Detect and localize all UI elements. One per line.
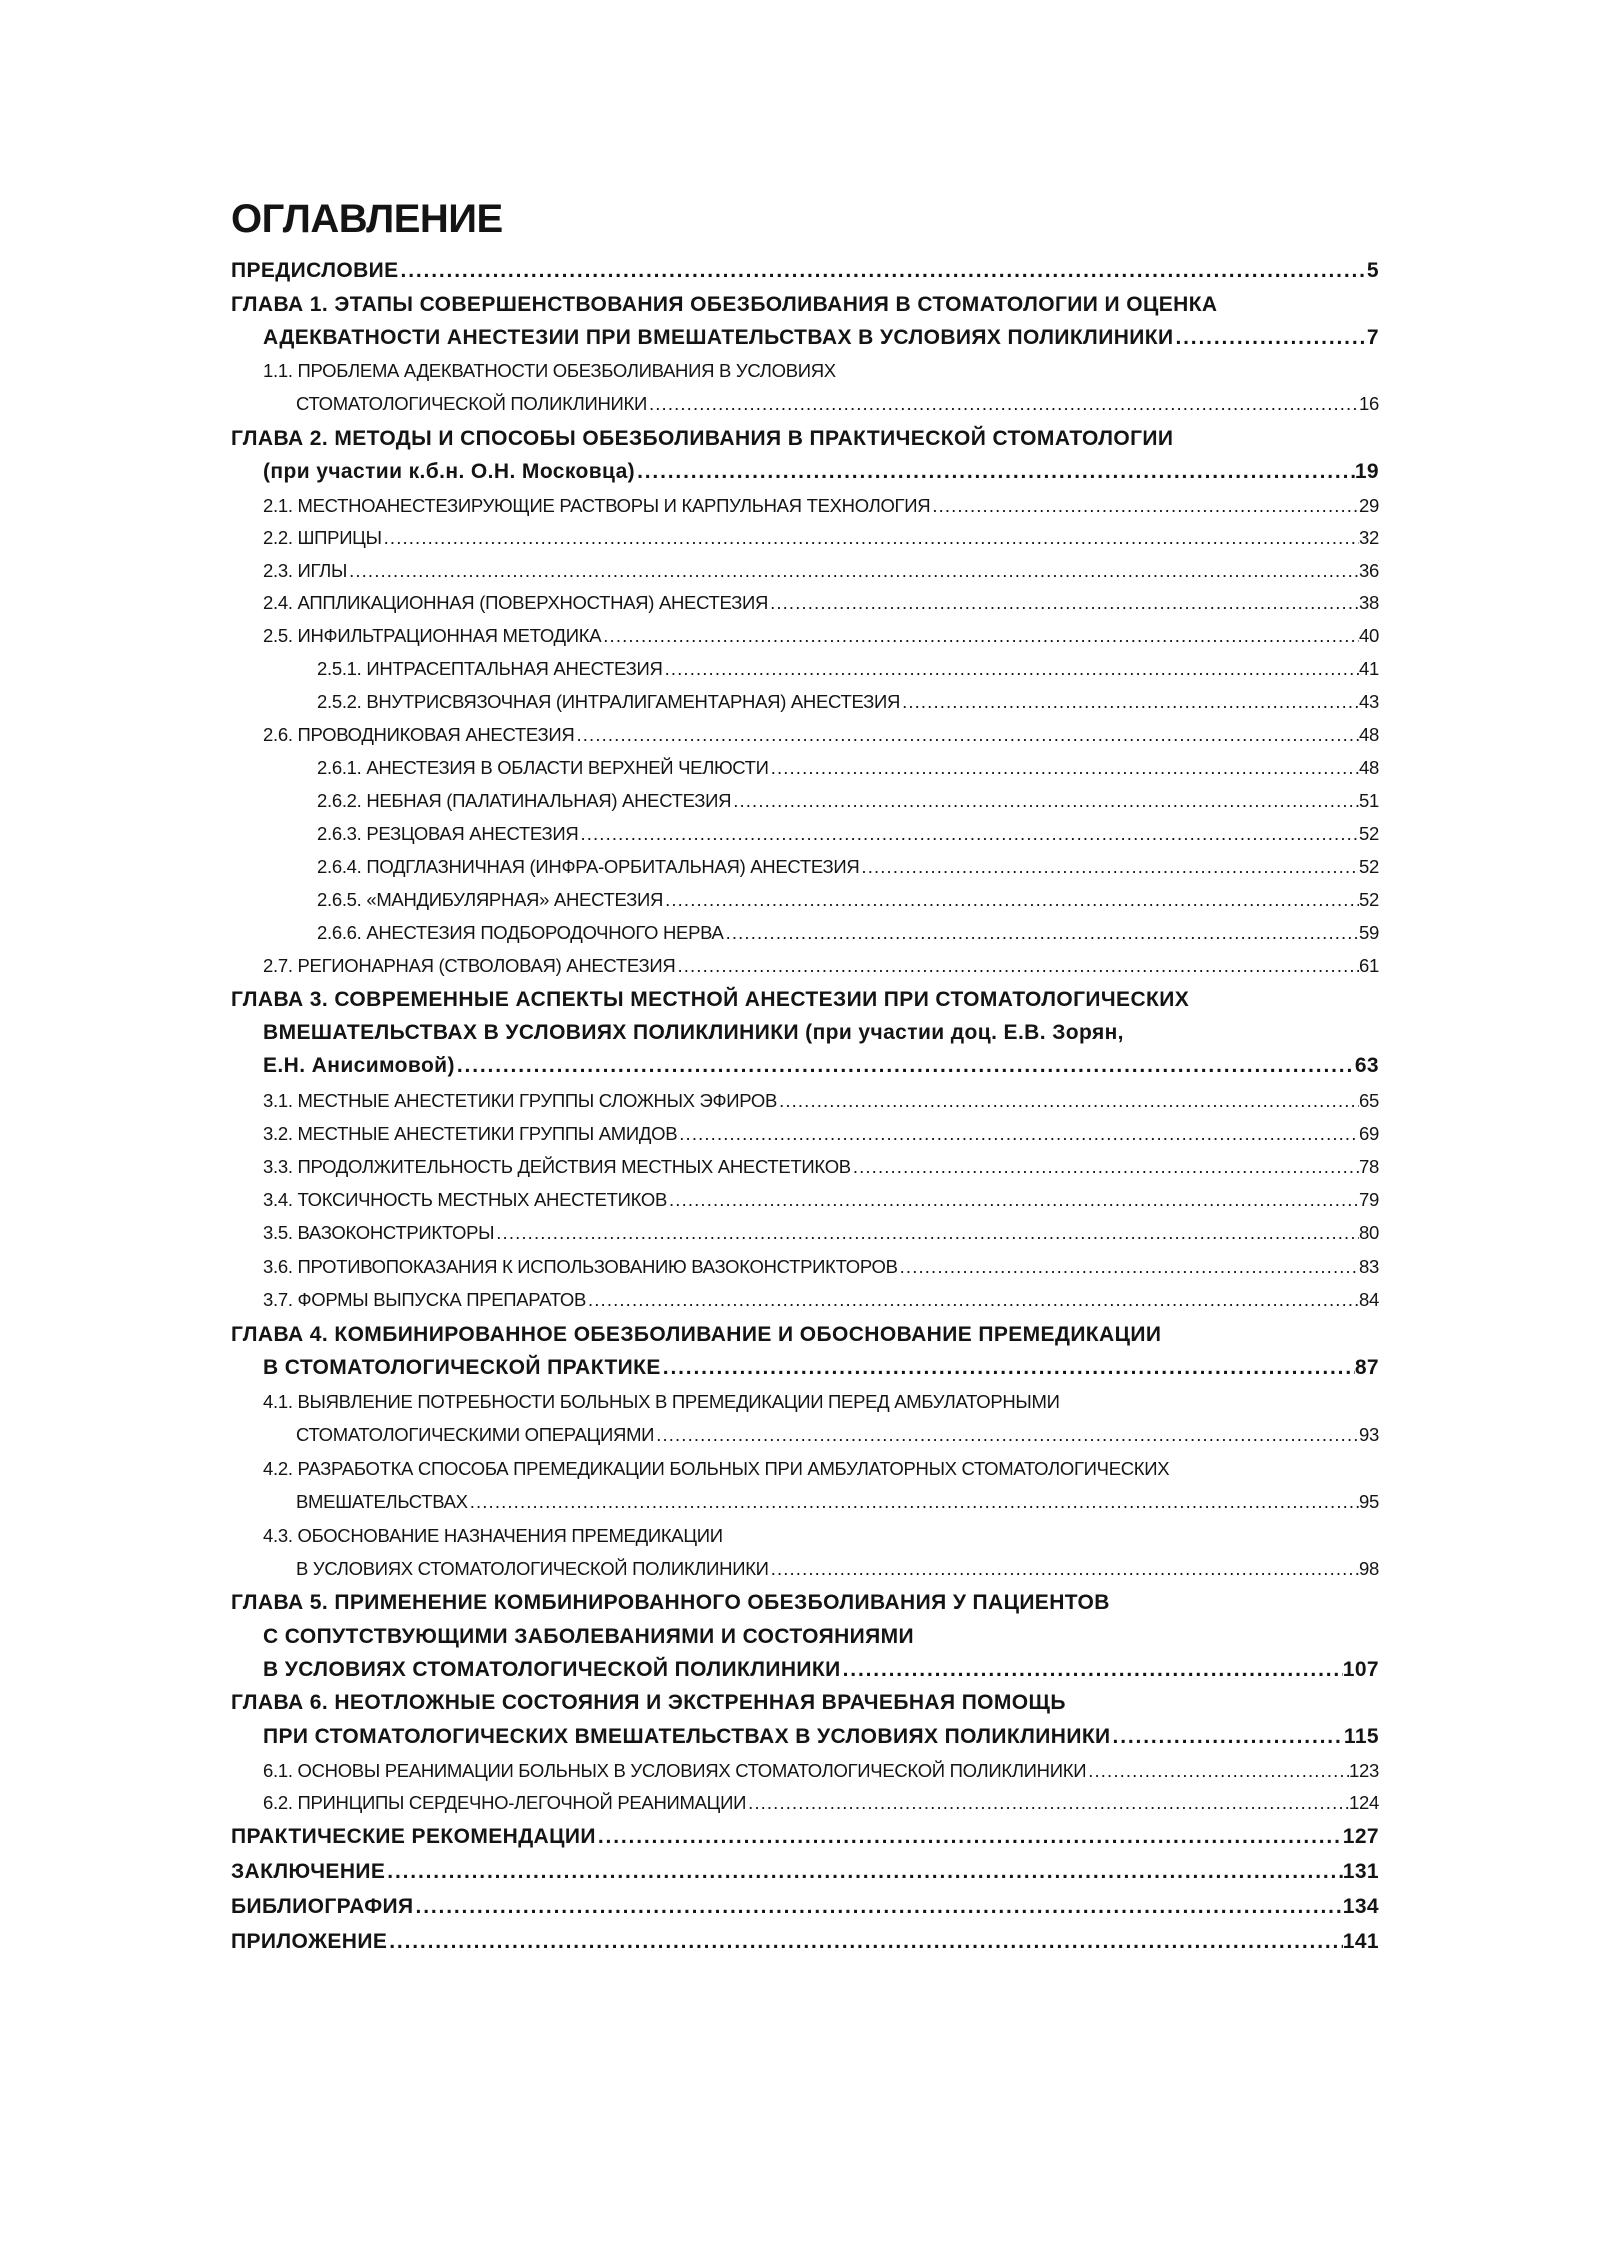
toc-page-number: 69 <box>1359 1123 1379 1144</box>
toc-entry-title: СТОМАТОЛОГИЧЕСКИМИ ОПЕРАЦИЯМИ <box>296 1424 655 1445</box>
toc-chapter-row <box>263 1051 1379 1081</box>
toc-entry-title: ПРЕДИСЛОВИЕ <box>231 259 399 282</box>
toc-section-row <box>263 1186 1379 1213</box>
toc-section-row <box>263 952 1379 979</box>
toc-entry-title: ВМЕШАТЕЛЬСТВАХ В УСЛОВИЯХ ПОЛИКЛИНИКИ (при участии доц. Е.В. Зорян, <box>263 1021 1124 1044</box>
toc-entry-title: 2.5. ИНФИЛЬТРАЦИОННАЯ МЕТОДИКА <box>263 625 602 646</box>
toc-entry-title: 6.2. ПРИНЦИПЫ СЕРДЕЧНО-ЛЕГОЧНОЙ РЕАНИМАЦИИ <box>263 1792 747 1813</box>
toc-section-row <box>296 1421 1379 1448</box>
toc-page-number: 98 <box>1359 1558 1379 1579</box>
toc-page-number: 52 <box>1359 823 1379 844</box>
toc-section-row <box>263 357 1379 384</box>
toc-section-row <box>317 853 1379 880</box>
dot-leader <box>679 1120 1359 1147</box>
toc-section-row <box>317 886 1379 913</box>
toc-chapter-row <box>263 1353 1379 1383</box>
toc-chapter-row <box>263 457 1379 487</box>
toc-entry-title: 3.6. ПРОТИВОПОКАЗАНИЯ К ИСПОЛЬЗОВАНИЮ ВАЗОКОНСТРИКТОРОВ <box>263 1256 898 1277</box>
toc-section-row <box>263 1253 1379 1280</box>
toc-entry-title: 2.7. РЕГИОНАРНАЯ (СТВОЛОВАЯ) АНЕСТЕЗИЯ <box>263 955 676 976</box>
toc-chapter-row <box>263 323 1379 353</box>
toc-entry-title: ГЛАВА 2. МЕТОДЫ И СПОСОБЫ ОБЕЗБОЛИВАНИЯ В ПРАКТИЧЕСКОЙ СТОМАТОЛОГИИ <box>231 427 1174 450</box>
dot-leader <box>861 853 1359 880</box>
toc-entry-title: В СТОМАТОЛОГИЧЕСКОЙ ПРАКТИКЕ <box>263 1356 661 1379</box>
toc-entry-title: ГЛАВА 3. СОВРЕМЕННЫЕ АСПЕКТЫ МЕСТНОЙ АНЕСТЕЗИИ ПРИ СТОМАТОЛОГИЧЕСКИХ <box>231 988 1190 1011</box>
toc-section-row <box>296 390 1379 417</box>
dot-leader <box>603 622 1359 649</box>
dot-leader <box>843 1655 1343 1685</box>
dot-leader <box>770 589 1359 616</box>
toc-entry-title: 4.2. РАЗРАБОТКА СПОСОБА ПРЕМЕДИКАЦИИ БОЛЬНЫХ ПРИ АМБУЛАТОРНЫХ СТОМАТОЛОГИЧЕСКИХ <box>263 1458 1170 1479</box>
toc-section-row <box>317 688 1379 715</box>
toc-page-number: 32 <box>1359 527 1379 548</box>
toc-chapter-row <box>231 1588 1379 1618</box>
toc-entry-title: 2.6.1. АНЕСТЕЗИЯ В ОБЛАСТИ ВЕРХНЕЙ ЧЕЛЮСТИ <box>317 757 769 778</box>
toc-page-number: 43 <box>1359 691 1379 712</box>
toc-entry-title: 3.7. ФОРМЫ ВЫПУСКА ПРЕПАРАТОВ <box>263 1289 586 1310</box>
toc-chapter-row <box>231 1822 1379 1852</box>
toc-page-number: 123 <box>1349 1760 1379 1781</box>
dot-leader <box>387 1857 1342 1887</box>
toc-page-number: 16 <box>1359 393 1379 414</box>
page-title: ОГЛАВЛЕНИЕ <box>231 197 503 241</box>
toc-page-number: 84 <box>1359 1289 1379 1310</box>
toc-section-row <box>263 622 1379 649</box>
toc-page-number: 131 <box>1342 1860 1379 1883</box>
dot-leader <box>726 919 1359 946</box>
toc-entry-title: ГЛАВА 4. КОМБИНИРОВАННОЕ ОБЕЗБОЛИВАНИЕ И ОБОСНОВАНИЕ ПРЕМЕДИКАЦИИ <box>231 1323 1162 1346</box>
toc-entry-title: 2.2. ШПРИЦЫ <box>263 527 382 548</box>
dot-leader <box>649 390 1359 417</box>
toc-page-number: 95 <box>1359 1491 1379 1512</box>
toc-section-row <box>263 1789 1379 1816</box>
dot-leader <box>470 1488 1359 1515</box>
toc-page-number: 52 <box>1359 856 1379 877</box>
toc-section-row <box>263 1286 1379 1313</box>
dot-leader <box>656 1421 1359 1448</box>
toc-section-row <box>263 1087 1379 1114</box>
toc-page-number: 87 <box>1354 1356 1379 1379</box>
toc-section-row <box>263 1757 1379 1784</box>
toc-entry-title: ПРИ СТОМАТОЛОГИЧЕСКИХ ВМЕШАТЕЛЬСТВАХ В УСЛОВИЯХ ПОЛИКЛИНИКИ <box>263 1725 1111 1748</box>
toc-page-number: 80 <box>1359 1222 1379 1243</box>
toc-page-number: 7 <box>1366 326 1379 349</box>
toc-entry-title: БИБЛИОГРАФИЯ <box>231 1895 414 1918</box>
dot-leader <box>576 721 1359 748</box>
dot-leader <box>771 754 1359 781</box>
dot-leader <box>1088 1757 1349 1784</box>
toc-section-row <box>296 1488 1379 1515</box>
toc-entry-title: 2.3. ИГЛЫ <box>263 560 348 581</box>
toc-page-number: 79 <box>1359 1189 1379 1210</box>
toc-entry-title: 4.3. ОБОСНОВАНИЕ НАЗНАЧЕНИЯ ПРЕМЕДИКАЦИИ <box>263 1525 723 1546</box>
toc-entry-title: АДЕКВАТНОСТИ АНЕСТЕЗИИ ПРИ ВМЕШАТЕЛЬСТВАХ В УСЛОВИЯХ ПОЛИКЛИНИКИ <box>263 326 1174 349</box>
toc-entry-title: 2.6.2. НЕБНАЯ (ПАЛАТИНАЛЬНАЯ) АНЕСТЕЗИЯ <box>317 790 732 811</box>
toc-page-number: 93 <box>1359 1424 1379 1445</box>
toc-page-number: 61 <box>1359 955 1379 976</box>
toc-page-number: 107 <box>1342 1658 1379 1681</box>
toc-page-number: 134 <box>1342 1895 1379 1918</box>
toc-entry-title: 2.1. МЕСТНОАНЕСТЕЗИРУЮЩИЕ РАСТВОРЫ И КАРПУЛЬНАЯ ТЕХНОЛОГИЯ <box>263 495 931 516</box>
toc-section-row <box>263 1455 1379 1482</box>
toc-page-number: 52 <box>1359 889 1379 910</box>
dot-leader <box>416 1892 1343 1922</box>
toc-entry-title: 2.6.3. РЕЗЦОВАЯ АНЕСТЕЗИЯ <box>317 823 579 844</box>
toc-entry-title: 3.4. ТОКСИЧНОСТЬ МЕСТНЫХ АНЕСТЕТИКОВ <box>263 1189 668 1210</box>
toc-page-number: 38 <box>1359 592 1379 613</box>
toc-chapter-row <box>231 1892 1379 1922</box>
toc-chapter-row <box>231 290 1379 320</box>
dot-leader <box>853 1153 1359 1180</box>
toc-chapter-row <box>231 1688 1379 1718</box>
toc-chapter-row <box>263 1655 1379 1685</box>
toc-entry-title: 6.1. ОСНОВЫ РЕАНИМАЦИИ БОЛЬНЫХ В УСЛОВИЯХ СТОМАТОЛОГИЧЕСКОЙ ПОЛИКЛИНИКИ <box>263 1760 1087 1781</box>
toc-entry-title: В УСЛОВИЯХ СТОМАТОЛОГИЧЕСКОЙ ПОЛИКЛИНИКИ <box>296 1558 769 1579</box>
toc-entry-title: Е.Н. Анисимовой) <box>263 1054 455 1077</box>
toc-chapter-row <box>231 256 1379 286</box>
toc-chapter-row <box>231 1857 1379 1887</box>
toc-entry-title: 2.6.4. ПОДГЛАЗНИЧНАЯ (ИНФРА-ОРБИТАЛЬНАЯ) АНЕСТЕЗИЯ <box>317 856 860 877</box>
dot-leader <box>663 1353 1355 1383</box>
dot-leader <box>932 492 1359 519</box>
toc-entry-title: 4.1. ВЫЯВЛЕНИЕ ПОТРЕБНОСТИ БОЛЬНЫХ В ПРЕМЕДИКАЦИИ ПЕРЕД АМБУЛАТОРНЫМИ <box>263 1391 1060 1412</box>
toc-section-row <box>263 1388 1379 1415</box>
dot-leader <box>1113 1722 1344 1752</box>
toc-page-number: 40 <box>1359 625 1379 646</box>
dot-leader <box>779 1087 1359 1114</box>
dot-leader <box>580 820 1359 847</box>
dot-leader <box>598 1822 1343 1852</box>
toc-page-number: 48 <box>1359 724 1379 745</box>
toc-entry-title: (при участии к.б.н. О.Н. Московца) <box>263 460 636 483</box>
toc-page-number: 63 <box>1354 1054 1379 1077</box>
toc-entry-title: 2.5.1. ИНТРАСЕПТАЛЬНАЯ АНЕСТЕЗИЯ <box>317 658 663 679</box>
toc-page-number: 29 <box>1359 495 1379 516</box>
dot-leader <box>389 1927 1343 1957</box>
toc-entry-title: СТОМАТОЛОГИЧЕСКОЙ ПОЛИКЛИНИКИ <box>296 393 647 414</box>
toc-section-row <box>263 1219 1379 1246</box>
toc-entry-title: 2.6. ПРОВОДНИКОВАЯ АНЕСТЕЗИЯ <box>263 724 575 745</box>
toc-page-number: 115 <box>1343 1725 1379 1748</box>
toc-entry-title: 3.3. ПРОДОЛЖИТЕЛЬНОСТЬ ДЕЙСТВИЯ МЕСТНЫХ АНЕСТЕТИКОВ <box>263 1156 851 1177</box>
dot-leader <box>637 457 1355 487</box>
dot-leader <box>665 655 1359 682</box>
toc-chapter-row <box>263 1622 1379 1652</box>
dot-leader <box>771 1555 1359 1582</box>
dot-leader <box>401 256 1367 286</box>
toc-entry-title: С СОПУТСТВУЮЩИМИ ЗАБОЛЕВАНИЯМИ И СОСТОЯНИЯМИ <box>263 1625 915 1648</box>
toc-entry-title: ГЛАВА 6. НЕОТЛОЖНЫЕ СОСТОЯНИЯ И ЭКСТРЕННАЯ ВРАЧЕБНАЯ ПОМОЩЬ <box>231 1691 1066 1714</box>
toc-section-row <box>317 919 1379 946</box>
dot-leader <box>902 688 1359 715</box>
toc-entry-title: 3.1. МЕСТНЫЕ АНЕСТЕТИКИ ГРУППЫ СЛОЖНЫХ ЭФИРОВ <box>263 1090 778 1111</box>
dot-leader <box>665 886 1359 913</box>
toc-entry-title: 3.2. МЕСТНЫЕ АНЕСТЕТИКИ ГРУППЫ АМИДОВ <box>263 1123 678 1144</box>
toc-entry-title: ПРАКТИЧЕСКИЕ РЕКОМЕНДАЦИИ <box>231 1825 596 1848</box>
toc-entry-title: 2.6.6. АНЕСТЕЗИЯ ПОДБОРОДОЧНОГО НЕРВА <box>317 922 724 943</box>
dot-leader <box>384 524 1359 551</box>
toc-section-row <box>263 524 1379 551</box>
toc-section-row <box>263 557 1379 584</box>
toc-entry-title: В УСЛОВИЯХ СТОМАТОЛОГИЧЕСКОЙ ПОЛИКЛИНИКИ <box>263 1658 841 1681</box>
toc-section-row <box>263 721 1379 748</box>
toc-page-number: 141 <box>1342 1930 1379 1953</box>
toc-page-number: 59 <box>1359 922 1379 943</box>
dot-leader <box>748 1789 1349 1816</box>
toc-page-number: 127 <box>1342 1825 1379 1848</box>
dot-leader <box>900 1253 1359 1280</box>
dot-leader <box>669 1186 1359 1213</box>
toc-section-row <box>263 589 1379 616</box>
toc-chapter-row <box>231 424 1379 454</box>
toc-page-number: 65 <box>1359 1090 1379 1111</box>
toc-page-number: 124 <box>1349 1792 1379 1813</box>
toc-entry-title: ЗАКЛЮЧЕНИЕ <box>231 1860 386 1883</box>
toc-page-number: 83 <box>1359 1256 1379 1277</box>
dot-leader <box>496 1219 1359 1246</box>
toc-entry-title: 3.5. ВАЗОКОНСТРИКТОРЫ <box>263 1222 495 1243</box>
toc-chapter-row <box>231 985 1379 1015</box>
toc-entry-title: ПРИЛОЖЕНИЕ <box>231 1930 388 1953</box>
toc-chapter-row <box>263 1722 1379 1752</box>
toc-entry-title: 2.4. АППЛИКАЦИОННАЯ (ПОВЕРХНОСТНАЯ) АНЕСТЕЗИЯ <box>263 592 769 613</box>
toc-chapter-row <box>231 1320 1379 1350</box>
toc-page-number: 41 <box>1359 658 1379 679</box>
toc-section-row <box>263 1522 1379 1549</box>
toc-section-row <box>263 1153 1379 1180</box>
toc-section-row <box>317 655 1379 682</box>
dot-leader <box>733 787 1359 814</box>
toc-page-number: 51 <box>1359 790 1379 811</box>
toc-section-row <box>317 787 1379 814</box>
toc-page-number: 78 <box>1359 1156 1379 1177</box>
toc-entry-title: 2.6.5. «МАНДИБУЛЯРНАЯ» АНЕСТЕЗИЯ <box>317 889 664 910</box>
dot-leader <box>588 1286 1359 1313</box>
toc-page-number: 36 <box>1359 560 1379 581</box>
toc-entry-title: ВМЕШАТЕЛЬСТВАХ <box>296 1491 468 1512</box>
toc-entry-title: 2.5.2. ВНУТРИСВЯЗОЧНАЯ (ИНТРАЛИГАМЕНТАРНАЯ) АНЕСТЕЗИЯ <box>317 691 901 712</box>
toc-page-number: 5 <box>1366 259 1379 282</box>
dot-leader <box>1175 323 1366 353</box>
toc-section-row <box>296 1555 1379 1582</box>
dot-leader <box>677 952 1359 979</box>
toc-entry-title: 1.1. ПРОБЛЕМА АДЕКВАТНОСТИ ОБЕЗБОЛИВАНИЯ В УСЛОВИЯХ <box>263 360 836 381</box>
toc-chapter-row <box>263 1018 1379 1048</box>
dot-leader <box>457 1051 1355 1081</box>
toc-page-number: 48 <box>1359 757 1379 778</box>
toc-entry-title: ГЛАВА 5. ПРИМЕНЕНИЕ КОМБИНИРОВАННОГО ОБЕЗБОЛИВАНИЯ У ПАЦИЕНТОВ <box>231 1591 1110 1614</box>
toc-section-row <box>317 754 1379 781</box>
toc-section-row <box>317 820 1379 847</box>
dot-leader <box>349 557 1359 584</box>
toc-section-row <box>263 1120 1379 1147</box>
toc-chapter-row <box>231 1927 1379 1957</box>
toc-entry-title: ГЛАВА 1. ЭТАПЫ СОВЕРШЕНСТВОВАНИЯ ОБЕЗБОЛИВАНИЯ В СТОМАТОЛОГИИ И ОЦЕНКА <box>231 293 1218 316</box>
toc-page-number: 19 <box>1354 460 1379 483</box>
toc-section-row <box>263 492 1379 519</box>
